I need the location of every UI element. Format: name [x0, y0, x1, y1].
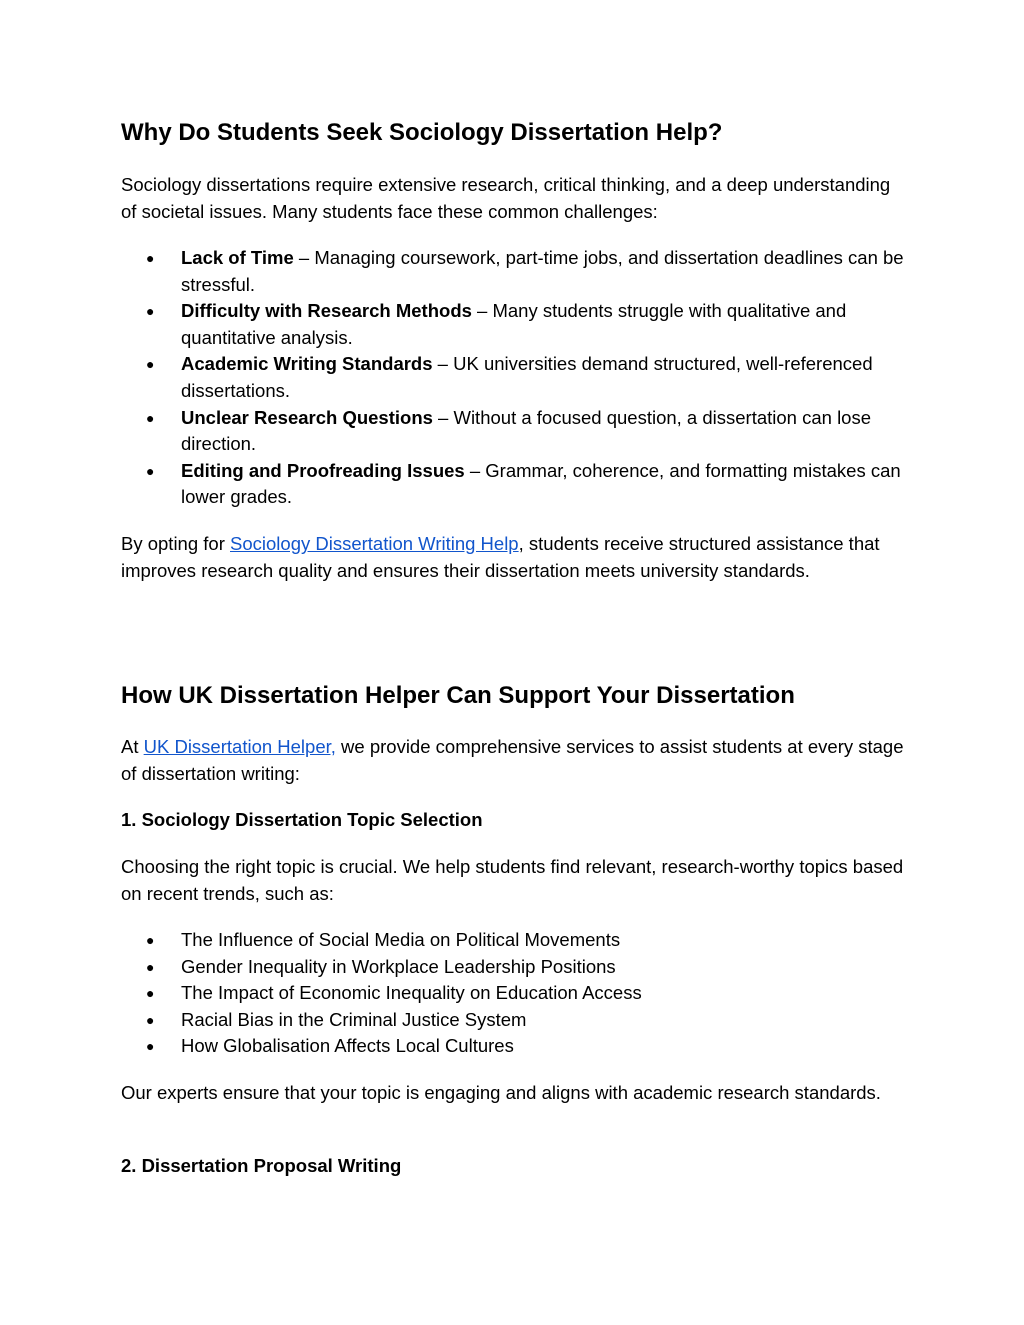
- topic-text: The Impact of Economic Inequality on Education Access: [181, 982, 642, 1004]
- challenge-description: – Grammar, coherence, and formatting mistakes can lower grades.: [181, 459, 901, 508]
- challenge-description: – Without a focused question, a dissertation can lose direction.: [181, 406, 872, 455]
- support-intro-before: At: [121, 736, 144, 757]
- bullet-icon: ●: [146, 303, 155, 320]
- list-item: [121, 458, 911, 511]
- section-heading-why-students-seek-help: Why Do Students Seek Sociology Dissertation Help?: [121, 119, 723, 146]
- list-item: [121, 351, 911, 404]
- list-item: [121, 1007, 911, 1034]
- list-item: [121, 1033, 911, 1060]
- challenge-description: – UK universities demand structured, well-referenced dissertations.: [181, 353, 873, 401]
- topic-text: The Influence of Social Media on Political Movements: [181, 929, 621, 950]
- challenge-term: Lack of Time: [181, 247, 294, 268]
- subheading-topic-selection: 1. Sociology Dissertation Topic Selection: [121, 809, 483, 830]
- challenge-term: Difficulty with Research Methods: [181, 300, 472, 322]
- challenge-term: Editing and Proofreading Issues: [181, 459, 465, 481]
- topic-text: Racial Bias in the Criminal Justice System: [181, 1008, 527, 1030]
- closing-text-before: By opting for: [121, 533, 231, 554]
- list-item: [121, 927, 911, 954]
- bullet-icon: ●: [146, 462, 155, 479]
- challenge-term: Academic Writing Standards: [181, 353, 433, 375]
- bullet-icon: ●: [146, 932, 155, 948]
- bullet-icon: ●: [146, 1011, 155, 1028]
- bullet-icon: ●: [146, 409, 155, 426]
- section-heading-how-we-support: How UK Dissertation Helper Can Support Your Dissertation: [121, 682, 795, 709]
- challenge-description: – Managing coursework, part-time jobs, and dissertation deadlines can be stressful.: [181, 247, 904, 295]
- list-item: [121, 405, 911, 458]
- bullet-icon: ●: [146, 1038, 155, 1055]
- intro-paragraph: Sociology dissertations require extensive research, critical thinking, and a deep understanding of societal issues. Many students face these common challenges:: [121, 174, 891, 222]
- challenge-term: Unclear Research Questions: [181, 406, 433, 428]
- challenges-list: [121, 245, 911, 511]
- closing-paragraph: [121, 531, 906, 584]
- topic-text: How Globalisation Affects Local Cultures: [181, 1035, 514, 1057]
- list-item: [121, 980, 911, 1007]
- subheading-proposal-writing: 2. Dissertation Proposal Writing: [121, 1155, 402, 1176]
- topic-selection-paragraph: Choosing the right topic is crucial. We help students find relevant, research-worthy topics based on recent trends, such as:: [121, 856, 904, 904]
- bullet-icon: ●: [146, 250, 155, 266]
- sociology-dissertation-writing-help-link[interactable]: Sociology Dissertation Writing Help: [230, 533, 519, 554]
- topic-text: Gender Inequality in Workplace Leadership Positions: [181, 955, 616, 977]
- uk-dissertation-helper-link[interactable]: UK Dissertation Helper,: [143, 736, 336, 757]
- closing-text-after: , students receive structured assistance that improves research quality and ensures their dissertation meets university standards.: [121, 533, 880, 581]
- bullet-icon: ●: [146, 958, 155, 975]
- support-intro-after: we provide comprehensive services to assist students at every stage of dissertation writing:: [121, 736, 904, 784]
- list-item: [121, 954, 911, 981]
- topics-list: [121, 927, 911, 1060]
- list-item: [121, 245, 911, 298]
- challenge-description: – Many students struggle with qualitative and quantitative analysis.: [181, 300, 847, 348]
- list-item: [121, 298, 911, 351]
- bullet-icon: ●: [146, 356, 155, 373]
- bullet-icon: ●: [146, 985, 155, 1002]
- support-intro-paragraph: [121, 734, 906, 787]
- topic-closing-paragraph: Our experts ensure that your topic is engaging and aligns with academic research standards.: [121, 1082, 881, 1103]
